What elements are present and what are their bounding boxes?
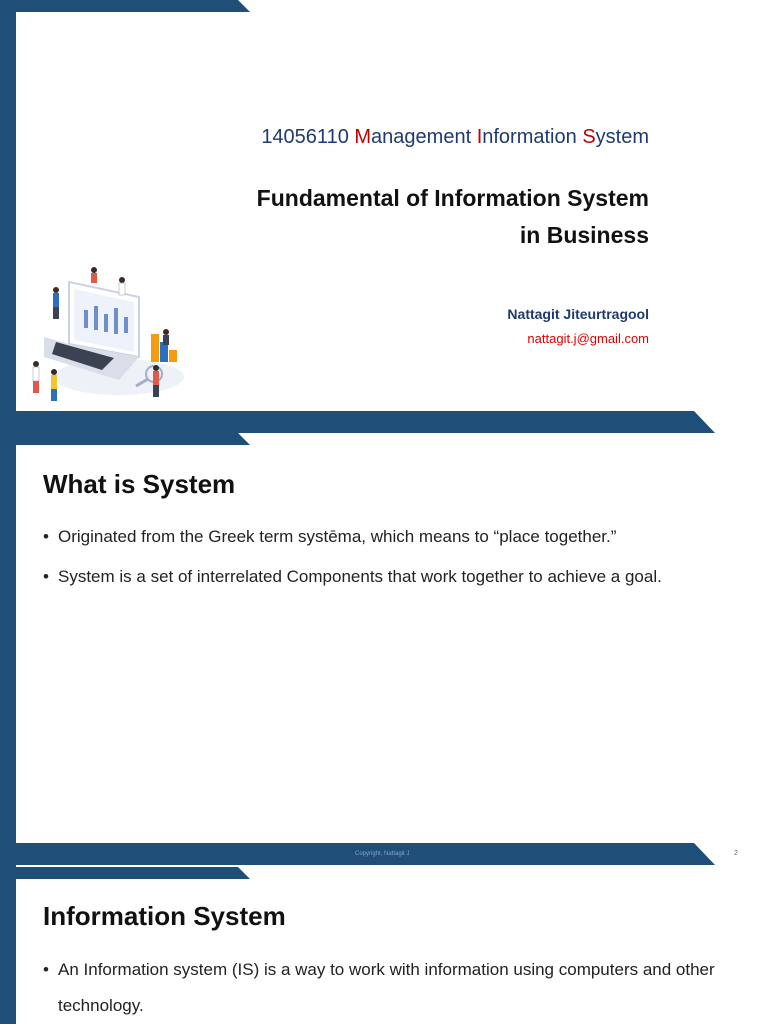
slide-bottom-band <box>0 411 715 433</box>
author-email: nattagit.j@gmail.com <box>527 331 649 346</box>
bullet-dot: • <box>43 960 49 979</box>
slide-top-band <box>0 867 250 879</box>
course-name-part: nformation <box>482 126 583 148</box>
bullet-item <box>43 519 723 555</box>
content-slide-information-system <box>0 867 768 1024</box>
slide-left-bar <box>0 433 16 867</box>
bullet-item <box>43 559 723 595</box>
slide-left-bar <box>0 0 16 433</box>
course-title <box>261 126 649 149</box>
course-name <box>354 126 649 148</box>
slide-heading: What is System <box>43 469 236 499</box>
slide-heading: Information System <box>43 901 286 931</box>
title-line-1: Fundamental of Information System <box>256 185 649 211</box>
slide-left-bar <box>0 867 16 1024</box>
course-name-initial: I <box>476 126 483 148</box>
copyright-footer: Copyright, Nattagit J <box>355 851 410 857</box>
title-slide <box>0 0 768 433</box>
bullet-dot: • <box>43 567 49 586</box>
bullet-text: Originated from the Greek term systēma, which means to “place together.” <box>58 527 617 546</box>
course-name-initial: M <box>354 126 372 148</box>
slide-top-band <box>0 433 250 445</box>
course-code: 14056110 <box>261 126 355 148</box>
title-line-2: in Business <box>519 222 649 248</box>
presentation-title <box>257 180 649 254</box>
laptop-analytics-illustration <box>24 262 189 407</box>
slide-top-band <box>0 0 250 12</box>
content-slide-what-is-system <box>0 433 768 867</box>
course-name-initial: S <box>582 126 596 148</box>
course-name-part: ystem <box>595 126 649 148</box>
author-name: Nattagit Jiteurtragool <box>507 306 649 322</box>
course-name-part: anagement <box>371 126 477 148</box>
page-number: 2 <box>734 850 738 857</box>
bullet-text: System is a set of interrelated Components that work together to achieve a goal. <box>58 567 662 586</box>
bullet-text: An Information system (IS) is a way to work with information using computers and other technology. <box>58 960 715 1015</box>
bullet-dot: • <box>43 527 49 546</box>
bullet-item <box>43 952 723 1024</box>
